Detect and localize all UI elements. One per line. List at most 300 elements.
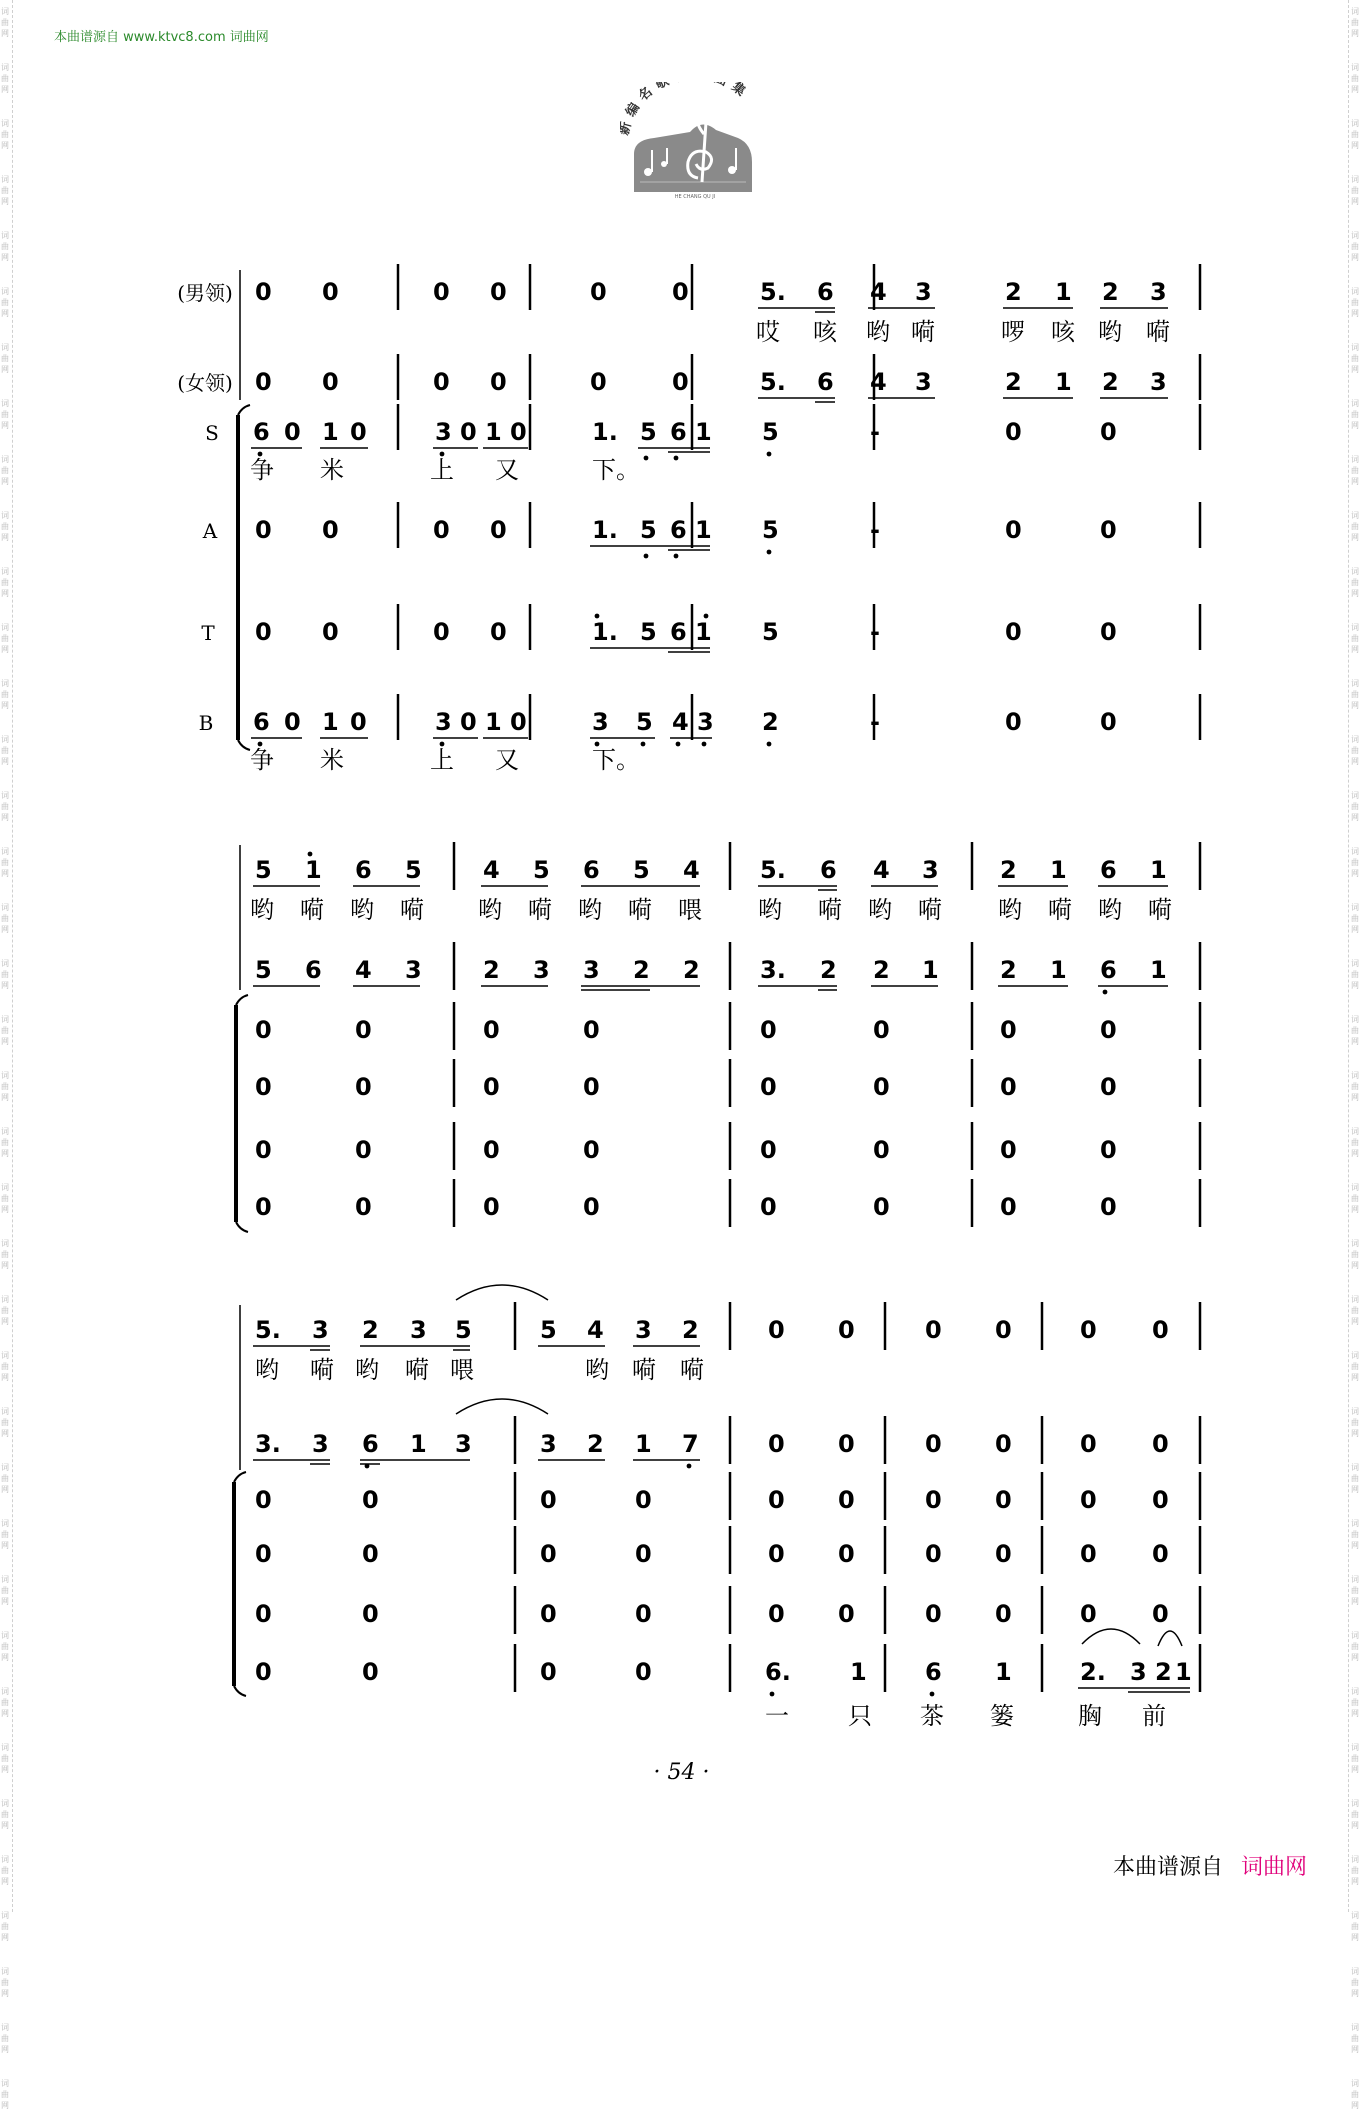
rest-note: 0 [873,1193,890,1221]
note: 0 [510,708,527,736]
octave-dot [595,614,600,619]
part-label: (男领) [177,281,233,305]
note: 0 [768,1316,785,1344]
rest-note: 0 [1152,1540,1169,1568]
lyric: 又 [495,746,519,774]
lyric: 哟 [585,1356,609,1384]
rest-note: 0 [1000,1136,1017,1164]
note: 2 [1102,368,1119,396]
bracket-hook-top [236,995,248,1005]
rest-note: 0 [873,1136,890,1164]
note: 0 [838,1316,855,1344]
lyric: 哟 [758,896,782,924]
rest-note: 0 [768,1486,785,1514]
note: 4 [355,956,372,984]
lyric: 嗬 [300,896,324,924]
note: 0 [490,516,507,544]
lyric: 上 [430,456,454,484]
note: 0 [322,278,339,306]
lyric: 争 [250,746,274,774]
rest-note: 0 [540,1658,557,1686]
octave-dot [1103,990,1108,995]
note: 1 [922,956,939,984]
lyric: 哟 [998,896,1022,924]
note: 0 [838,1430,855,1458]
part-label: B [198,711,214,735]
note: 5 [455,1316,472,1344]
note: 6. [765,1658,791,1686]
lyric: 啰 [1001,318,1025,346]
rest-note: 0 [355,1016,372,1044]
note: 0 [925,1316,942,1344]
rest-note: 0 [1100,1073,1117,1101]
footer-source-label: 本曲谱源自 [1112,1855,1223,1880]
note: 2 [483,956,500,984]
note: 3 [915,278,932,306]
rest-note: 0 [760,1016,777,1044]
rest-note: 0 [355,1073,372,1101]
lyric: 嗬 [528,896,552,924]
lyric: 哎 [756,318,780,346]
note: 5. [760,856,786,884]
rest-note: 0 [362,1600,379,1628]
note: 0 [284,708,301,736]
note: 6 [305,956,322,984]
rest-note: 0 [838,1486,855,1514]
note: 3 [1130,1658,1147,1686]
footer-source [1113,1850,1307,1881]
rest-note: 0 [760,1073,777,1101]
note: 6 [925,1658,942,1686]
note: 5 [640,418,657,446]
lyric: 哟 [355,1356,379,1384]
note: 0 [1005,708,1022,736]
rest-note: 0 [635,1540,652,1568]
note: 5 [762,516,779,544]
note: 0 [1005,418,1022,446]
bracket-hook-top [238,405,250,415]
note: 2. [1080,1658,1106,1686]
rest-note: 0 [768,1600,785,1628]
lyric: 篓 [990,1702,1014,1730]
note: 5 [640,618,657,646]
note: 6 [362,1430,379,1458]
rest-note: 0 [1152,1486,1169,1514]
octave-dot [767,550,772,555]
note: 1 [1050,956,1067,984]
note: 5. [760,368,786,396]
rest-note: 0 [255,1540,272,1568]
rest-note: 0 [1152,1600,1169,1628]
rest-note: 0 [255,1658,272,1686]
note: 3 [533,956,550,984]
rest-note: 0 [925,1600,942,1628]
note: 0 [322,368,339,396]
octave-dot [644,554,649,559]
note: - [870,618,880,646]
note: 1 [695,516,712,544]
note: 0 [490,618,507,646]
lyric: 嗬 [628,896,652,924]
lyric: 哟 [1098,318,1122,346]
note: 2 [587,1430,604,1458]
rest-note: 0 [583,1136,600,1164]
note: 0 [350,708,367,736]
rest-note: 0 [355,1193,372,1221]
lyric: 只 [848,1702,872,1730]
rest-note: 0 [583,1193,600,1221]
octave-dot [930,1692,935,1697]
lyric: 嗬 [310,1356,334,1384]
lyric: 咳 [1051,318,1075,346]
note: 4 [683,856,700,884]
rest-note: 0 [355,1136,372,1164]
note: 5 [405,856,422,884]
lyric: 哟 [255,1356,279,1384]
bracket-hook-bottom [234,1686,246,1696]
note: 1 [1055,368,1072,396]
note: 5 [255,856,272,884]
note: 0 [350,418,367,446]
note: 5 [540,1316,557,1344]
page-number: · 54 · [653,1760,710,1785]
note: 5. [760,278,786,306]
note: 1 [695,418,712,446]
note: 2 [1005,278,1022,306]
note: 1. [592,618,618,646]
rest-note: 0 [873,1073,890,1101]
left-margin-watermark: 词 曲 网 词 曲 网 词 曲 网 词 曲 网 词 曲 网 词 曲 网 词 曲 网 词 曲 网 词 曲 网 词 曲 网 词 曲 网 词 曲 网 词 曲 网 词 曲 网 词 曲 网 词 曲 网 词 曲 网 词 曲 网 词 曲 网 词 曲 网 词 曲 网 词 曲 网 词 曲 网 词 曲 网 词 曲 网 词 曲 网 词 曲 网 词 曲 网 词 曲 网 词 曲 网 词 曲 网 词 曲 网 词 曲 网 词 曲 网 词 曲 网 词 曲 网 词 曲 网 词 曲 网 [0,0,14,1912]
note: 2 [1000,856,1017,884]
note: 0 [490,278,507,306]
lyric: 嗬 [911,318,935,346]
note: 2 [1155,1658,1172,1686]
note: 0 [1005,618,1022,646]
note: 0 [460,708,477,736]
octave-dot [641,742,646,747]
note: 0 [925,1430,942,1458]
note: 4 [672,708,689,736]
lyric: 又 [495,456,519,484]
note: 1. [592,516,618,544]
note: 2 [873,956,890,984]
rest-note: 0 [483,1016,500,1044]
lyric: 嗬 [1048,896,1072,924]
note: 1 [410,1430,427,1458]
note: 1 [1050,856,1067,884]
note: 2 [1102,278,1119,306]
octave-dot [365,1464,370,1469]
rest-note: 0 [995,1540,1012,1568]
note: 0 [1100,708,1117,736]
note: 0 [1005,516,1022,544]
lyric: 茶 [920,1702,944,1730]
note: 2 [682,1316,699,1344]
note: 1 [485,418,502,446]
part-label: (女领) [177,371,233,395]
bracket-hook-top [234,1472,246,1482]
note: 6 [670,618,687,646]
rest-note: 0 [635,1658,652,1686]
note: 1 [1175,1658,1192,1686]
rest-note: 0 [995,1600,1012,1628]
bracket-hook-bottom [238,740,250,750]
rest-note: 0 [925,1486,942,1514]
rest-note: 0 [540,1600,557,1628]
note: 1. [592,418,618,446]
lyric: 米 [320,456,344,484]
note: - [870,418,880,446]
note: 3 [312,1430,329,1458]
lyric: 嗬 [680,1356,704,1384]
note: 1 [322,708,339,736]
rest-note: 0 [760,1193,777,1221]
lyric: 下。 [592,746,640,774]
lyric: 喂 [678,896,702,924]
lyric: 哟 [350,896,374,924]
note: 0 [255,516,272,544]
note: 5 [533,856,550,884]
note: 5. [255,1316,281,1344]
note: 3 [435,708,452,736]
note: 0 [1080,1430,1097,1458]
note: 0 [1100,618,1117,646]
note: 3 [635,1316,652,1344]
note: 6 [817,278,834,306]
note: 3 [1150,368,1167,396]
note: 0 [255,368,272,396]
rest-note: 0 [583,1073,600,1101]
note: 0 [1100,516,1117,544]
lyric: 嗬 [632,1356,656,1384]
note: 0 [433,516,450,544]
slur [456,1285,548,1300]
note: 0 [590,368,607,396]
bracket-hook-bottom [236,1222,248,1232]
note: 1 [305,856,322,884]
lyric: 下。 [592,456,640,484]
rest-note: 0 [362,1540,379,1568]
note: 6 [820,856,837,884]
note: 1 [485,708,502,736]
rest-note: 0 [255,1073,272,1101]
note: 1 [635,1430,652,1458]
rest-note: 0 [540,1486,557,1514]
note: 0 [433,618,450,646]
octave-dot [676,742,681,747]
lyric: 一 [765,1702,789,1730]
rest-note: 0 [635,1486,652,1514]
rest-note: 0 [1100,1016,1117,1044]
note: 0 [1080,1316,1097,1344]
note: 0 [995,1316,1012,1344]
rest-note: 0 [838,1540,855,1568]
lyric: 哟 [578,896,602,924]
slur [1158,1631,1182,1646]
note: 0 [510,418,527,446]
note: 6 [253,418,270,446]
rest-note: 0 [255,1486,272,1514]
rest-note: 0 [768,1540,785,1568]
part-label: T [201,621,215,645]
note: 5 [762,418,779,446]
note: 0 [284,418,301,446]
note: 1 [1055,278,1072,306]
note: 0 [1100,418,1117,446]
note: 0 [1152,1430,1169,1458]
lyric: 喂 [450,1356,474,1384]
note: 1 [850,1658,867,1686]
octave-dot [770,1692,775,1697]
rest-note: 0 [873,1016,890,1044]
lyric: 嗬 [400,896,424,924]
note: 4 [870,278,887,306]
note: 0 [433,278,450,306]
rest-note: 0 [483,1136,500,1164]
rest-note: 0 [1000,1073,1017,1101]
rest-note: 0 [995,1486,1012,1514]
rest-note: 0 [255,1600,272,1628]
note: 3 [592,708,609,736]
note: 2 [362,1316,379,1344]
note: 5 [640,516,657,544]
rest-note: 0 [483,1193,500,1221]
note: 0 [590,278,607,306]
note: 0 [433,368,450,396]
lyric: 争 [250,456,274,484]
lyric: 胸 [1078,1702,1102,1730]
octave-dot [767,742,772,747]
octave-dot [308,852,313,857]
note: 0 [995,1430,1012,1458]
note: 0 [255,618,272,646]
rest-note: 0 [1100,1193,1117,1221]
rest-note: 0 [255,1016,272,1044]
note: 3 [915,368,932,396]
note: - [870,708,880,736]
note: 6 [583,856,600,884]
note: 3 [410,1316,427,1344]
note: 1 [322,418,339,446]
lyric: 嗬 [918,896,942,924]
rest-note: 0 [362,1486,379,1514]
note: 4 [873,856,890,884]
note: 1 [695,618,712,646]
note: 1 [1150,956,1167,984]
note: 0 [1152,1316,1169,1344]
lyric: 哟 [868,896,892,924]
note: 3 [1150,278,1167,306]
note: 0 [490,368,507,396]
note: 0 [672,368,689,396]
rest-note: 0 [1000,1193,1017,1221]
note: 4 [483,856,500,884]
footer-brand-link[interactable]: 词曲网 [1240,1855,1307,1880]
note: 6 [670,418,687,446]
slur [1082,1629,1140,1644]
rest-note: 0 [540,1540,557,1568]
note: 0 [672,278,689,306]
note: - [870,516,880,544]
note: 4 [587,1316,604,1344]
lyric: 前 [1142,1702,1166,1730]
octave-dot [644,456,649,461]
note: 2 [633,956,650,984]
lyric: 米 [320,746,344,774]
logo-title: 编名 集 [623,82,753,120]
note: 2 [820,956,837,984]
note: 3 [540,1430,557,1458]
note: 6 [817,368,834,396]
note: 4 [870,368,887,396]
note: 3 [312,1316,329,1344]
note: 0 [322,516,339,544]
rest-note: 0 [635,1600,652,1628]
rest-note: 0 [1000,1016,1017,1044]
lyric: 哟 [250,896,274,924]
note: 3 [922,856,939,884]
logo-subtitle: HE CHANG QU JI [674,194,716,200]
lyric: 嗬 [405,1356,429,1384]
note: 3 [583,956,600,984]
octave-dot [702,742,707,747]
header-source-text: 本曲谱源自 www.ktvc8.com 词曲网 [54,30,269,45]
rest-note: 0 [1080,1540,1097,1568]
rest-note: 0 [583,1016,600,1044]
note: 2 [683,956,700,984]
note: 7 [682,1430,699,1458]
note: 3 [435,418,452,446]
note: 0 [322,618,339,646]
lyric: 咳 [813,318,837,346]
rest-note: 0 [838,1600,855,1628]
rest-note: 0 [362,1658,379,1686]
rest-note: 0 [760,1136,777,1164]
note: 1 [1150,856,1167,884]
note: 3. [760,956,786,984]
rest-note: 0 [255,1193,272,1221]
rest-note: 0 [925,1540,942,1568]
note: 0 [460,418,477,446]
rest-note: 0 [255,1136,272,1164]
note: 3 [697,708,714,736]
lyric: 嗬 [1148,896,1172,924]
rest-note: 0 [483,1073,500,1101]
note: 0 [768,1430,785,1458]
note: 2 [1005,368,1022,396]
octave-dot [687,1464,692,1469]
lyric: 哟 [1098,896,1122,924]
slur [456,1399,548,1414]
right-margin-watermark: 词 曲 网 词 曲 网 词 曲 网 词 曲 网 词 曲 网 词 曲 网 词 曲 网 词 曲 网 词 曲 网 词 曲 网 词 曲 网 词 曲 网 词 曲 网 词 曲 网 词 曲 网 词 曲 网 词 曲 网 词 曲 网 词 曲 网 词 曲 网 词 曲 网 词 曲 网 词 曲 网 词 曲 网 词 曲 网 词 曲 网 词 曲 网 词 曲 网 词 曲 网 词 曲 网 词 曲 网 词 曲 网 词 曲 网 词 曲 网 词 曲 网 词 曲 网 词 曲 网 词 曲 网 [1347,0,1361,1912]
octave-dot [674,554,679,559]
note: 2 [1000,956,1017,984]
lyric: 上 [430,746,454,774]
note: 5 [633,856,650,884]
note: 5 [636,708,653,736]
note: 3 [405,956,422,984]
note: 6 [355,856,372,884]
part-label: A [202,519,218,543]
note: 0 [255,278,272,306]
note: 5 [762,618,779,646]
octave-dot [767,452,772,457]
rest-note: 0 [1100,1136,1117,1164]
note: 3 [455,1430,472,1458]
note: 2 [762,708,779,736]
note: 5 [255,956,272,984]
lyric: 哟 [478,896,502,924]
